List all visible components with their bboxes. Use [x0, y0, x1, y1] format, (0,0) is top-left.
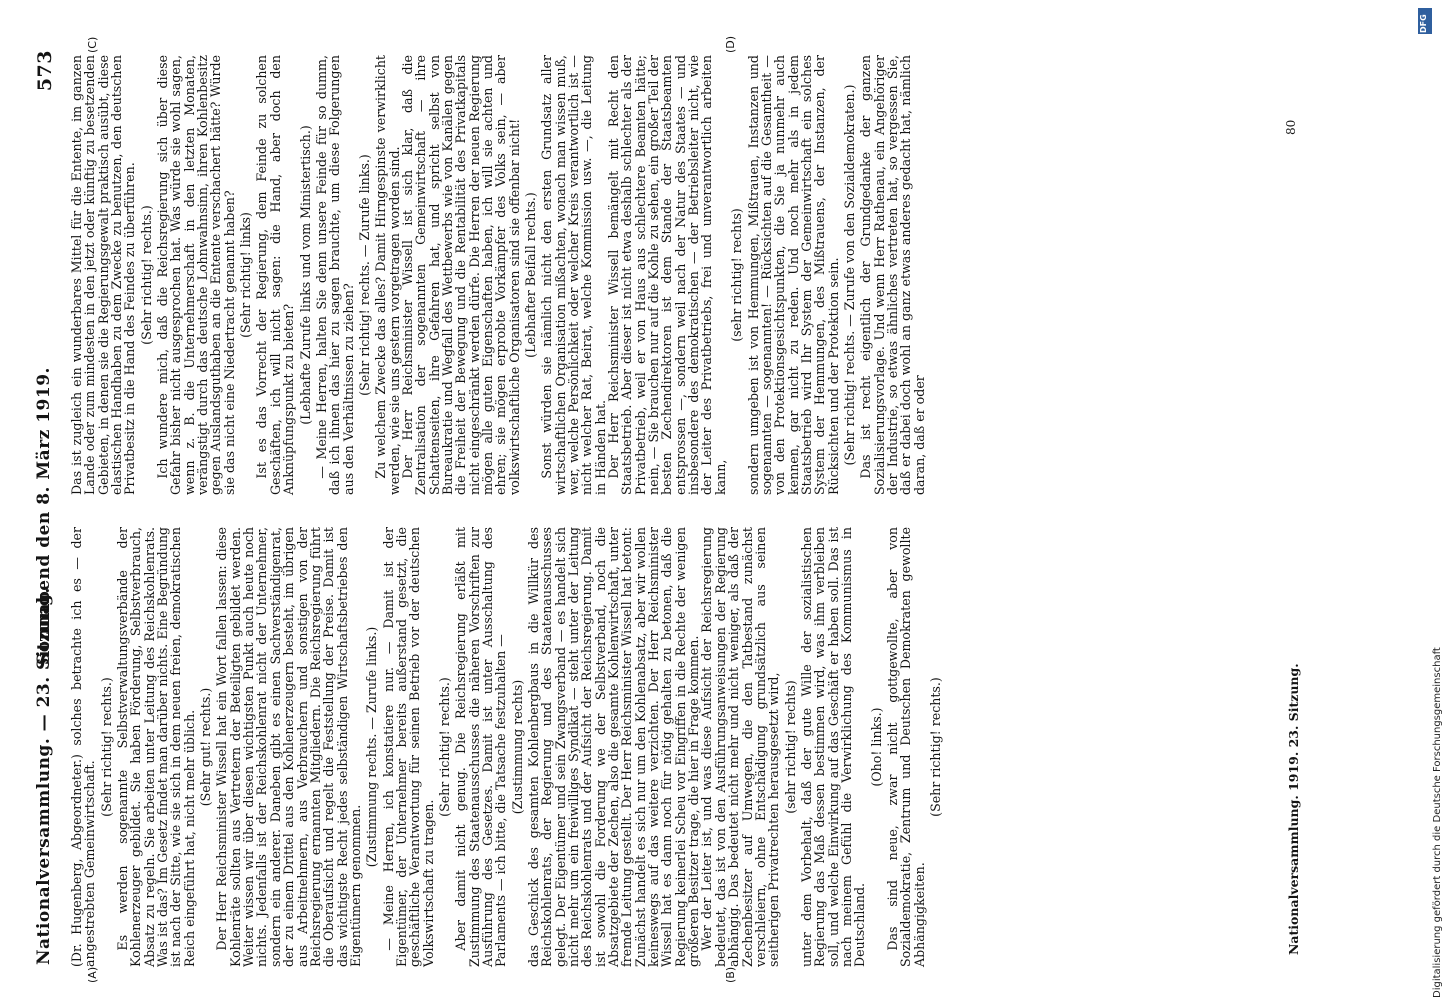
paragraph: — Meine Herren, halten Sie denn unsere Feinde für so dumm, daß ich ihnen das hier zu sagen brauchte, um diese Folgerungen aus den Verhältnissen zu ziehen?: [313, 55, 356, 495]
interjection: (sehr richtig! rechts): [729, 208, 745, 342]
paragraph: Ich wundere mich, daß die Reichsregierung sich über diese Gefahr bisher nicht ausgesprochen hat. Was würde sie wohl sagen, wenn z. B. die Unternehmerschaft in den letzten Monaten, verängstigt durch das deutsche Lohnwahnsinn, ihren Kohlenbesitz gegen Auslandsguthaben an die Entente verschachert hätte? Würde sie das nicht eine Niedertracht genannt haben?: [155, 55, 237, 495]
page-number: 573: [34, 50, 56, 92]
paragraph: Sonst würden sie nämlich nicht den ersten Grundsatz aller wirtschaftlichen Organisation mißachten, wonach man wissen muß, wer, welche Persönlichkeit oder welcher Kreis verantwortlich ist — nicht welcher Rat, Beirat, welche Kommission usw. —, die Leitung in Händen hat.: [539, 55, 608, 495]
paragraph: Es werden sogenannte Selbstverwaltungsverbände der Kohlenerzeuger gebildet. Sie haben Förderung, Selbstverbrauch, Absatz zu regeln. Sie arbeiten unter Leitung des Reichskohlenrats. Was ist das? Im Gesetz findet man darüber nichts. Eine Begründung ist nach der Sitte, wie sie sich in dem neuen freien, demokratischen Reich eingeführt hat, nicht mehr üblich.: [115, 527, 197, 967]
paragraph: das Geschick des gesamten Kohlenbergbaus in die Willkür des Reichskohlenrats, der Regierung und des Staatenausschusses gelegt. Der Eigentümer und sein Zwangsverband — es handelt sich nicht mehr um ein freiwilliges Syndikat — steht unter der Leitung des Reichskohlenrats und der Aufsicht der Reichsregierung. Damit ist sowohl die Forderung we der Selbstverband, noch die Absatzgebiete der Zechen, also die gesamte Kohlenwirtschaft, unter fremde Leitung gestellt. Der Herr Reichsminister Wissell hat betont: Zunächst handelt es sich nur um den Kohlenabsatz, aber wir wollen keineswegs auf das weitere verzichten. Der Herr Reichsminister Wissell hat es dann noch für nötig gehalten zu betonen, daß die Regierung keinerlei Scheu vor Eingriffen in die Rechte der wenigen größeren Besitzer trage, die hier in Frage kommen.: [526, 527, 702, 967]
margin-marker-d: (D): [724, 35, 737, 53]
header-left: Nationalversammlung. — 23. Sitzung.: [34, 587, 54, 965]
sheet-number: 80: [1284, 119, 1298, 135]
interjection: (Lebhafter Beifall rechts.): [523, 192, 538, 358]
dfg-logo-icon: [1418, 8, 1432, 34]
interjection: (Lebhafte Zurufe links und vom Ministertisch.): [297, 125, 313, 425]
interjection: (Oho! links.): [868, 707, 884, 787]
paragraph: Aber damit nicht genug. Die Reichsregierung erläßt mit Zustimmung des Staatenausschusses die näheren Vorschriften zur Ausführung des Gesetzes. Damit ist unter Ausschaltung des Parlaments — ich bitte, die Tatsache festzuhalten —: [453, 527, 509, 967]
paragraph: (Dr. Hugenberg, Abgeordneter.) solches betrachte ich es — der angestrebten Gemeinwirtschaft.: [69, 527, 98, 967]
paragraph: Ist es das Vorrecht der Regierung, dem Feinde zu solchen Geschäften, ich will nicht sagen: die Hand, aber doch den Anknüpfungspunkt zu bieten?: [254, 55, 297, 495]
interjection: (Zustimmung rechts. — Zurufe links.): [364, 626, 380, 868]
interjection: (Sehr richtig! rechts.): [927, 677, 943, 817]
paragraph: sondern umgeben ist von Hemmungen, Mißtrauen, Instanzen und sogenannten — sogenannten! — Rücksichten auf die Gesamtheit — von den Protektionsgesichtspunkten, die Sie ja nunmehr auch kennen, gar nicht zu reden. Und noch mehr als in jedem Staatsbetrieb wird Ihr System der Gemeinwirtschaft ein solches System der Hemmungen, des Mißtrauens, der Instanzen, der Rücksichten und der Protektion sein.: [745, 55, 841, 495]
interjection: (Sehr richtig! rechts. — Zurufe links.): [356, 154, 372, 396]
paragraph: Der Herr Reichsminister Wissell hat ein Wort fallen lassen: diese Kohlenräte sollten aus Vertretern der Beteiligten gebildet werden. Weiter wissen wir über diesen wichtigsten Punkt auch heute noch nichts. Jedenfalls ist der Reichskohlenrat nicht der Unternehmer, sondern ein anderer. Daneben gibt es einen Sachverständigenrat, der zu einem Drittel aus den Kohlenerzeugern besteht, im übrigen aus Arbeitnehmern, aus Verbrauchern und sonstigen von der Reichsregierung ernannten Mitgliedern. Die Reichsregierung führt die Oberaufsicht und regelt die Feststellung der Preise. Damit ist das wichtigste Recht jedes selbständigen Wirtschaftsbetriebes den Eigentümern genommen.: [214, 527, 363, 967]
page-footer: Nationalversammlung. 1919. 23. Sitzung.: [1286, 663, 1301, 955]
interjection: (Sehr gut! rechts.): [198, 687, 214, 807]
paragraph: Wer der Leiter ist, und was diese Aufsicht der Reichsregierung bedeutet, das ist von den Ausführungsanweisungen der Regierung abhängig. Das bedeutet nicht mehr und nicht weniger, als daß der Zechenbesitzer auf Umwegen, die den Tatbestand zunächst verschleiern, ohne Entschädigung grundsätzlich aus seinen seitherigen Privatrechten herausgesetzt wird,: [699, 527, 782, 967]
interjection: (Zustimmung rechts): [509, 679, 525, 815]
interjection: (Sehr richtig! rechts.): [98, 677, 114, 817]
document-page: [24, 30, 1414, 985]
margin-marker-c: (C): [86, 36, 99, 53]
paragraph: Das sind neue, zwar nicht gottgewollte, aber von Sozialdemokratie, Zentrum und Deutschen Demokraten gewollte Abhängigkeiten.: [884, 527, 927, 967]
paragraph: Zu welchem Zwecke das alles? Damit Hirngespinste verwirklicht werden, wie sie uns gestern vorgetragen worden sind.: [373, 55, 402, 495]
interjection: (sehr richtig! rechts): [782, 680, 798, 814]
paragraph: unter dem Vorbehalt, daß der gute Wille der sozialistischen Regierung das Maß dessen bestimmen wird, was ihm verbleiben soll, und welche Einwirkung auf das Geschäft er haben soll. Das ist nach meinem Gefühl die Verwirklichung des Kommunismus in Deutschland.: [798, 527, 868, 967]
margin-marker-a: (A): [86, 966, 99, 983]
paragraph: Das ist recht eigentlich der Grundgedanke der ganzen Sozialisierungsvorlage. Und wenn Herr Rathenau, ein Angehöriger der Industrie, so etwas ähnliches vertreten hat, so vergessen Sie, daß er dabei doch wohl an ganz etwas anderes gedacht hat, nämlich daran, daß er oder: [858, 55, 927, 495]
paragraph: Der Herr Reichsminister Wissell bemängelt mit Recht den Staatsbetrieb. Aber dieser ist nicht etwa deshalb schlechter als der Privatbetrieb, weil er von Haus aus schlechtere Beamten hätte; nein, — Sie brauchen nur auf die Kohle zu sehen, ein großer Teil der besten Zechendirektoren ist dem Stande der Staatsbeamten entsprossen —, sondern weil nach der Natur des Staates — und insbesondere des demokratischen — der Betriebsleiter nicht, wie der Leiter des Privatbetriebs, frei und unverantwortlich arbeiten kann,: [606, 55, 728, 495]
paragraph: Das ist zugleich ein wunderbares Mittel für die Entente, im ganzen Lande oder zum mindesten in den jetzt oder künftig zu besetzenden Gebieten, in denen sie die Regierungsgewalt praktisch ausübt, diese elastischen Handhaben zu dem Zwecke zu benutzen, den deutschen Privatbesitz in die Hand des Feindes zu überführen.: [69, 55, 138, 495]
dfg-logo-text: DFG: [1419, 14, 1428, 33]
digitization-note: [1418, 8, 1443, 998]
right-column: [70, 55, 926, 495]
header-date: Sonnabend den 8. März 1919.: [34, 367, 54, 665]
interjection: (Sehr richtig! rechts. — Zurufe von den Sozialdemokraten.): [841, 84, 857, 466]
interjection: (Sehr richtig! rechts.): [138, 205, 154, 345]
running-header: [30, 50, 60, 965]
left-column: [70, 527, 945, 967]
margin-marker-b: (B): [724, 966, 737, 983]
interjection: (Sehr richtig! links): [238, 212, 254, 338]
digitization-text: Digitalisierung gefördert durch die Deutsche Forschungsgemeinschaft: [1432, 647, 1443, 998]
paragraph: Der Herr Reichsminister Wissell ist sich klar, daß die Zentralisation der sogenannten Gemeinwirtschaft — ihre Schattenseiten, ihre Gefahren hat, und spricht selbst von Bureaukratie und Wegfall des Wettbewerbs wie von Kanälen gegen die Freiheit der Bewegung und die Rentabilität des Privatkapitals nicht eingeschränkt werden dürfe. Die Herren der neuen Regierung mögen alle guten Eigenschaften haben, ich will sie achten und ehren; sie mögen erprobte Vorkämpfer des Volks sein, — aber volkswirtschaftliche Organisatoren sind sie offenbar nicht!: [399, 55, 522, 495]
paragraph: — Meine Herren, ich konstatiere nur. — Damit ist der Eigentümer, der Unternehmer bereits außerstand gesetzt, die geschäftliche Verantwortung für seinen Betrieb vor der deutschen Volkswirtschaft zu tragen.: [380, 527, 436, 967]
interjection: (Sehr richtig! rechts.): [436, 677, 452, 817]
